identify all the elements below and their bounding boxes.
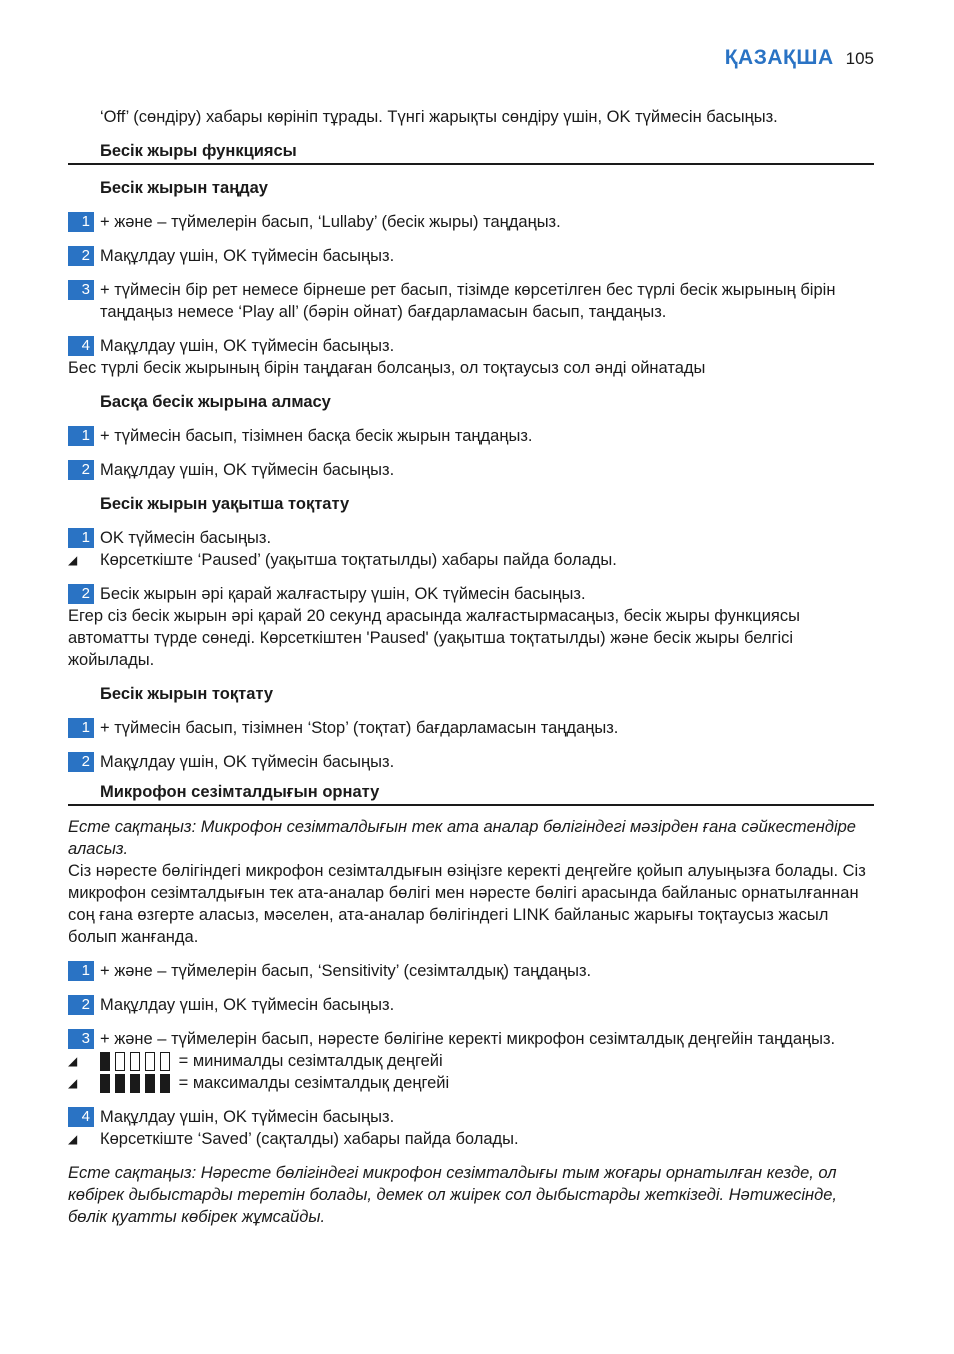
max-level-label: = максималды сезімталдық деңгейі <box>178 1074 450 1092</box>
step-number: 3 <box>68 280 94 300</box>
step-text: Мақұлдау үшін, OK түймесін басыңыз. <box>100 1108 395 1126</box>
bullet-icon: ◢ <box>68 1054 78 1068</box>
bullet-icon: ◢ <box>68 553 78 567</box>
step-item <box>68 425 874 447</box>
step-number: 2 <box>68 246 94 266</box>
step-text: Бесік жырын әрі қарай жалғастыру үшін, OK түймесін басыңыз. <box>100 585 586 603</box>
level-bar <box>100 1074 110 1093</box>
mic-note-italic: Есте сақтаңыз: Микрофон сезімталдығын тек ата аналар бөлігіндегі мәзірден ғана сәйкестендіре аласыз. <box>68 818 856 858</box>
step-number: 1 <box>68 528 94 548</box>
level-bar <box>115 1052 125 1071</box>
min-level-bullet <box>68 1050 874 1072</box>
level-bar <box>160 1052 170 1071</box>
step-text: + және – түймелерін басып, ‘Sensitivity’ (сезімталдық) таңдаңыз. <box>100 962 592 980</box>
page-number: 105 <box>845 49 874 68</box>
step-text: + түймесін бір рет немесе бірнеше рет басып, тізімде көрсетілген бес түрлі бесік жырының бірін таңдаңыз немесе ‘Play all’ (бәрін ойнат) бағдарламасын басып, таңдаңыз. <box>100 281 836 321</box>
step-text: + түймесін басып, тізімнен басқа бесік жырын таңдаңыз. <box>100 427 533 445</box>
min-level-bars-icon <box>100 1052 170 1071</box>
step-item <box>68 751 874 773</box>
level-bar <box>145 1074 155 1093</box>
result-bullet <box>68 549 874 571</box>
max-level-bars-icon <box>100 1074 170 1093</box>
bullet-icon: ◢ <box>68 1132 78 1146</box>
subsection-title-select: Бесік жырын таңдау <box>100 179 268 197</box>
step-item <box>68 459 874 481</box>
step-text: + және – түймелерін басып, нәресте бөлігіне керекті микрофон сезімталдық деңгейін таңдаңыз. <box>100 1030 836 1048</box>
step-number: 2 <box>68 460 94 480</box>
section-title-lullaby: Бесік жыры функциясы <box>68 140 874 165</box>
step-number: 4 <box>68 1107 94 1127</box>
bullet-text: Көрсеткіште ‘Saved’ (сақталды) хабары пайда болады. <box>100 1130 519 1148</box>
level-bar <box>130 1052 140 1071</box>
bullet-icon: ◢ <box>68 1076 78 1090</box>
level-bar <box>160 1074 170 1093</box>
step-number: 2 <box>68 995 94 1015</box>
step-number: 3 <box>68 1029 94 1049</box>
saved-bullet <box>68 1128 874 1150</box>
subsection-title-switch: Басқа бесік жырына алмасу <box>100 393 331 411</box>
page-header <box>725 46 874 70</box>
section-title-mic: Микрофон сезімталдығын орнату <box>68 781 874 806</box>
level-bar <box>145 1052 155 1071</box>
subsection-title-pause: Бесік жырын уақытша тоқтату <box>100 495 350 513</box>
step-item <box>68 583 874 605</box>
step-item <box>68 527 874 549</box>
step-item <box>68 279 874 323</box>
step-text: + және – түймелерін басып, ‘Lullaby’ (бесік жыры) таңдаңыз. <box>100 213 561 231</box>
step-number: 1 <box>68 718 94 738</box>
max-level-bullet <box>68 1072 874 1094</box>
select-note: Бес түрлі бесік жырының бірін таңдаған болсаңыз, ол тоқтаусыз сол әнді ойнатады <box>68 359 706 377</box>
step-item <box>68 717 874 739</box>
step-item <box>68 960 874 982</box>
step-text: Мақұлдау үшін, OK түймесін басыңыз. <box>100 753 395 771</box>
language-title: ҚАЗАҚША <box>724 46 834 69</box>
step-number: 2 <box>68 752 94 772</box>
step-number: 1 <box>68 426 94 446</box>
step-number: 1 <box>68 961 94 981</box>
bullet-text: Көрсеткіште ‘Paused’ (уақытша тоқтатылды) хабары пайда болады. <box>100 551 617 569</box>
step-text: Мақұлдау үшін, OK түймесін басыңыз. <box>100 461 395 479</box>
level-bar <box>100 1052 110 1071</box>
step-text: Мақұлдау үшін, OK түймесін басыңыз. <box>100 996 395 1014</box>
step-item <box>68 245 874 267</box>
step-number: 2 <box>68 584 94 604</box>
step-item <box>68 211 874 233</box>
step-text: Мақұлдау үшін, OK түймесін басыңыз. <box>100 247 395 265</box>
step-text: + түймесін басып, тізімнен ‘Stop’ (тоқтат) бағдарламасын таңдаңыз. <box>100 719 619 737</box>
step-number: 4 <box>68 336 94 356</box>
step-number: 1 <box>68 212 94 232</box>
step-item <box>68 1106 874 1128</box>
level-bar <box>130 1074 140 1093</box>
step-item <box>68 1028 874 1050</box>
min-level-label: = минималды сезімталдық деңгейі <box>178 1052 443 1070</box>
page-content <box>68 106 874 1228</box>
pause-note: Егер сіз бесік жырын әрі қарай 20 секунд арасында жалғастырмасаңыз, бесік жыры функциясы автоматты түрде сөнеді. Көрсеткіштен 'Paused' (уақытша тоқтатылды) және бесік жыры белгісі жойылады. <box>68 607 800 669</box>
step-item <box>68 335 874 357</box>
step-text: Мақұлдау үшін, OK түймесін басыңыз. <box>100 337 395 355</box>
level-bar <box>115 1074 125 1093</box>
final-note: Есте сақтаңыз: Нәресте бөлігіндегі микрофон сезімталдығы тым жоғары орнатылған кезде, ол көбірек дыбыстарды теретін болады, демек ол жиірек сол дыбыстарды жеткізеді. Нәтижесінде, бөлік қуатты көбірек жұмсайды. <box>68 1164 837 1226</box>
step-text: OK түймесін басыңыз. <box>100 529 272 547</box>
mic-body: Сіз нәресте бөлігіндегі микрофон сезімталдығын өзіңізге керекті деңгейге қойып алуыңызға болады. Сіз микрофон сезімталдығын тек ата-аналар бөлігі мен нәресте бөлігі арасында байланыс орнатылғаннан соң ғана өзгерте аласыз, мәселен, ата-аналар бөлігіндегі LINK байланыс жарығы тоқтаусыз жасыл болып жанғанда. <box>68 862 866 946</box>
intro-paragraph: ‘Off’ (сөндіру) хабары көрініп тұрады. Түнгі жарықты сөндіру үшін, OK түймесін басыңыз. <box>100 108 778 126</box>
step-item <box>68 994 874 1016</box>
subsection-title-stop: Бесік жырын тоқтату <box>100 685 274 703</box>
